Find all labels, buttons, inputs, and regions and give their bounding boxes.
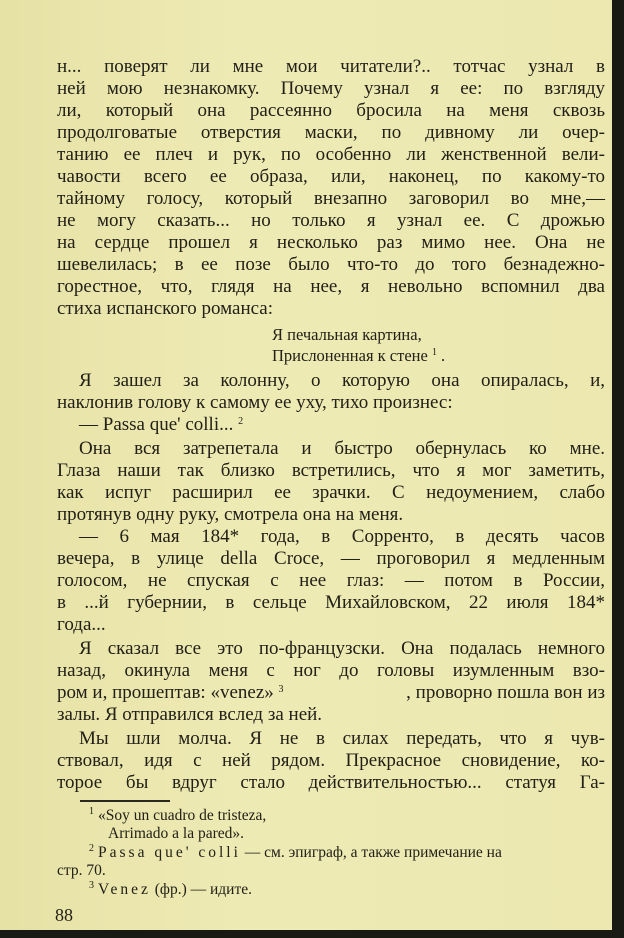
footnote-3	[57, 881, 605, 899]
text-line: Я зашел за колонну, о которую она опиралась, и,	[79, 370, 605, 391]
text-line: Она вся затрепетала и быстро обернулась ко мне.	[79, 438, 605, 459]
text-line: торое бы вдруг стало действительностью... статуя Га-	[57, 772, 605, 793]
footnotes	[57, 807, 605, 899]
text-line: Глаза наши так близко встретились, что я мог заметить,	[57, 460, 605, 481]
text	[57, 682, 288, 704]
text-line: назад, окинула меня с ног до головы изумленным взо-	[57, 660, 605, 681]
text-line: как испуг расширил ее зрачки. С недоумением, слабо	[57, 482, 605, 503]
text-line: наклонив голову к самому ее уху, тихо произнес:	[57, 392, 453, 413]
text-line: ней мою незнакомку. Почему узнал я ее: по взгляду	[57, 78, 605, 99]
text-line: Я сказал все это по-французски. Она подалась немного	[79, 638, 605, 659]
text-line: ствовал, идя с ней рядом. Прекрасное сновидение, ко-	[57, 750, 605, 771]
text-line: на сердце прошел я несколько раз мимо нее. Она не	[57, 232, 605, 253]
footnote-ref[interactable]: 2	[238, 416, 244, 427]
footnote-2	[57, 844, 605, 862]
page-number: 88	[55, 904, 73, 925]
page-column	[57, 56, 605, 925]
text-line: залы. Я отправился вслед за ней.	[57, 704, 323, 725]
text-line: голосом, не спуская с нее глаз: — потом в России,	[57, 570, 605, 591]
text-line: года...	[57, 614, 106, 635]
footnote-number: 2	[89, 842, 94, 854]
footnote-1-cont: Arrimado a la pared».	[108, 825, 244, 843]
text-line: шевелилась; в ее позе было что-то до того безнадежно-	[57, 254, 605, 275]
text-line: н... поверят ли мне мои читатели?.. тотчас узнал в	[57, 56, 605, 77]
text-line: — 6 мая 184* года, в Сорренто, в десять часов	[79, 526, 605, 547]
footnote-2-cont: стр. 70.	[57, 862, 106, 880]
text-line: танию ее плеч и рук, по особенно ли женственной вели-	[57, 144, 605, 165]
text-line: чавости всего ее образа, или, наконец, по какому-то	[57, 166, 605, 187]
text: — Passa que' colli...	[79, 414, 234, 435]
text-line: не могу сказать... но только я узнал ее. С дрожью	[57, 210, 605, 231]
text-line: продолговатые отверстия маски, по дивному ли очер-	[57, 122, 605, 143]
text-line: в ...й губернии, в сельце Михайловском, 22 июля 184*	[57, 592, 605, 613]
text-line: Мы шли молча. Я не в силах передать, что я чув-	[79, 728, 605, 749]
text-line: ли, который она рассеянно бросила на меня сквозь	[57, 100, 605, 121]
footnote-ref[interactable]: 3	[278, 684, 284, 695]
text-line: протянув одну руку, смотрела она на меня.	[57, 504, 404, 525]
footnote-divider	[80, 800, 170, 802]
footnote-term: Venez	[98, 880, 151, 898]
poem-text: Прислоненная к стене	[272, 346, 428, 365]
text-line	[57, 682, 605, 704]
footnote-text: — см. эпиграф, а также примечание на	[240, 843, 502, 861]
text-line: вечера, в улице della Croce, — проговорил я медленным	[57, 548, 605, 569]
text: ром и, прошептав: «venez»	[57, 682, 274, 703]
text-line	[57, 414, 605, 436]
text: , проворно пошла вон из	[406, 682, 605, 703]
text-line: стиха испанского романса:	[57, 298, 273, 319]
footnote-1	[57, 807, 605, 825]
footnote-number: 1	[89, 806, 94, 817]
poem-line: Я печальная картина,	[272, 325, 422, 344]
footnote-ref[interactable]: 1	[431, 347, 437, 358]
footnote-text: «Soy un cuadro de tristeza,	[98, 807, 267, 824]
main-text	[57, 56, 605, 794]
footnote-term: Passa que' colli	[98, 843, 241, 861]
footnote-number: 3	[89, 879, 94, 891]
poem-line: Прислоненная к стене $^1$ .	[272, 346, 446, 365]
footnote-text: (фр.) — идите.	[150, 880, 252, 898]
text-line: тайному голосу, который внезапно заговорил во мне,—	[57, 188, 605, 209]
text-line: горестное, что, глядя на нее, я невольно вспомнил два	[57, 276, 605, 297]
